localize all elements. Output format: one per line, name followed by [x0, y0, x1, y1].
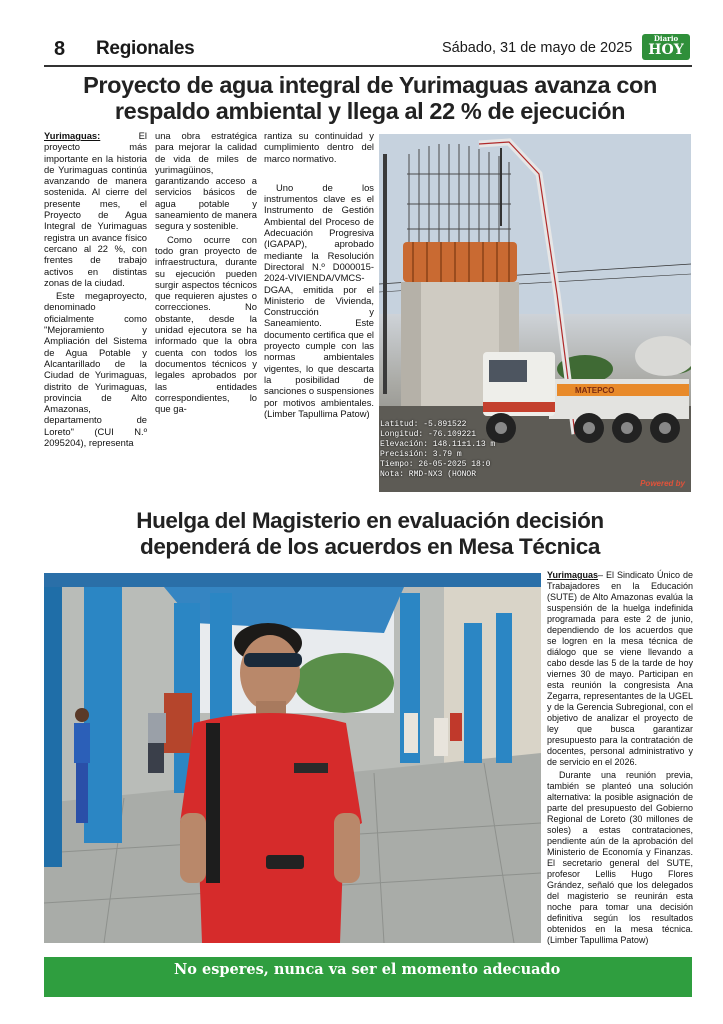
newspaper-logo	[642, 34, 690, 60]
teacher-photo	[44, 573, 541, 943]
article1-paragraph: Este megaproyecto, denominado oficialmente como "Mejoramiento y Ampliación del Sistema de Agua Potable y Alcantarillado de la Ciudad de Yurimaguas, distrito de Yurimaguas, provincia de Alto Amazonas, departamento de Loreto" (CUI N.º 2095204), representa	[44, 290, 147, 449]
article1-column-1	[44, 130, 147, 450]
article1-headline: Proyecto de agua integral de Yurimaguas avanza con respaldo ambiental y llega al 22 % de ejecución	[83, 72, 657, 124]
article2-text: – El Sindicato Único de Trabajadores en la Educación (SUTE) de Alto Amazonas evalúa la suspensión de la huelga indefinida programada para este 2 de junio, dependiendo de los acuerdos que se logren en la mesa técnica de diálogo que se viene llevando a cabo desde las 5 de la tarde de hoy viernes 30 de mayo. Participan en esta reunión la congresista Ana Zegarra, representantes de la UGEL y de la Gerencia Subregional, con el objetivo de analizar el proyecto de ley que busca garantizar presupuesto para la contratación de docentes, personal administrativo y de servicio en el 2026.	[547, 570, 693, 767]
geotag-note: Nota: RMD-NX3 (HONOR	[380, 470, 477, 479]
water-tower-photo	[379, 134, 691, 492]
article2-headline: Huelga del Magisterio en evaluación decisión dependerá de los acuerdos en Mesa Técnica	[136, 508, 604, 559]
powered-by-watermark: Powered by	[640, 479, 685, 488]
article1-paragraph	[44, 130, 147, 288]
footer-banner: No esperes, nunca va ser el momento adecuado	[44, 957, 692, 997]
article1-paragraph: Como ocurre con todo gran proyecto de infraestructura, durante su ejecución pueden surgir aspectos técnicos que requieren ajustes o correcciones. No obstante, desde la unidad ejecutora se ha informado que la obra cuenta con todos los documentos técnicos y legales aprobados por las entidades correspondientes, lo que ga-	[155, 233, 257, 415]
logo-top-text: Diario	[653, 34, 679, 43]
article2-dateline: Yurimaguas	[547, 570, 599, 580]
school-courtyard-illustration	[44, 573, 541, 943]
geotag-longitude: Longitud: -76.109221	[380, 430, 477, 439]
geotag-latitude: Latitud: -5.891522	[380, 420, 467, 429]
header-rule	[44, 65, 692, 67]
geotag-elevation: Elevación: 148.11±1.13 m	[380, 440, 496, 449]
geotag-precision: Precisión: 3.79 m	[380, 450, 462, 459]
article1-column-2	[155, 130, 257, 416]
geotag-overlay	[380, 420, 495, 480]
truck-brand-text: MATEPCO	[575, 386, 615, 395]
article2-paragraph: Durante una reunión previa, también se planteó una solución alternativa: la posible asignación de parte del presupuesto del Gobierno Regional de Loreto (30 millones de soles) a estas contrataciones, pendiente aún de la aprobación del Ministerio de Economía y Finanzas. El secretario general del SUTE, profesor Lellis Hugo Flores Grández, señaló que los delegados del magisterio se reunirán esta noche para tomar una decisión definitiva según los resultados obtenidos en la mesa técnica. (Limber Tapullima Patow)	[547, 770, 693, 945]
page-header	[44, 34, 692, 64]
article1-column-3	[264, 130, 374, 421]
page-number: 8	[54, 38, 66, 60]
issue-date: Sábado, 31 de mayo de 2025	[442, 40, 633, 56]
article1-paragraph: rantiza su continuidad y cumplimiento dentro del marco normativo.	[264, 130, 374, 164]
article1-paragraph: Uno de los instrumentos clave es el Instrumento de Gestión Ambiental del Proceso de Adecuación Progresiva (IGAPAP), aprobado mediante la Resolución Directoral N.º D000015-2024-VIVIENDA/VMCS-DGAA, emitida por el Ministerio de Vivienda, Construcción y Saneamiento. Este documento certifica que el proyecto cumple con las normas ambientales vigentes, lo que descarta la posibilidad de sanciones o suspensiones por motivos ambientales. (Limber Tapullima Patow)	[264, 181, 374, 419]
article1-text: El proyecto más importante en la historia de Yurimaguas continúa avanzando de manera sostenida. Al cierre del presente mes, el Proyecto de Agua Integral de Yurimaguas registra un avance físico cercano al 22 %, con frentes de trabajo activos en distintas zonas de la ciudad.	[44, 130, 147, 288]
article2-column	[547, 570, 693, 948]
article1-paragraph: una obra estratégica para mejorar la calidad de vida de miles de yurimagüinos, garantizando acceso a servicios básicos de agua potable y saneamiento de manera segura y sostenible.	[155, 130, 257, 232]
article1-dateline: Yurimaguas:	[44, 130, 101, 141]
section-title: Regionales	[96, 38, 195, 59]
geotag-time: Tiempo: 26-05-2025 18:0	[380, 460, 491, 469]
logo-main-text: HOY	[648, 42, 684, 58]
article2-paragraph	[547, 570, 693, 768]
